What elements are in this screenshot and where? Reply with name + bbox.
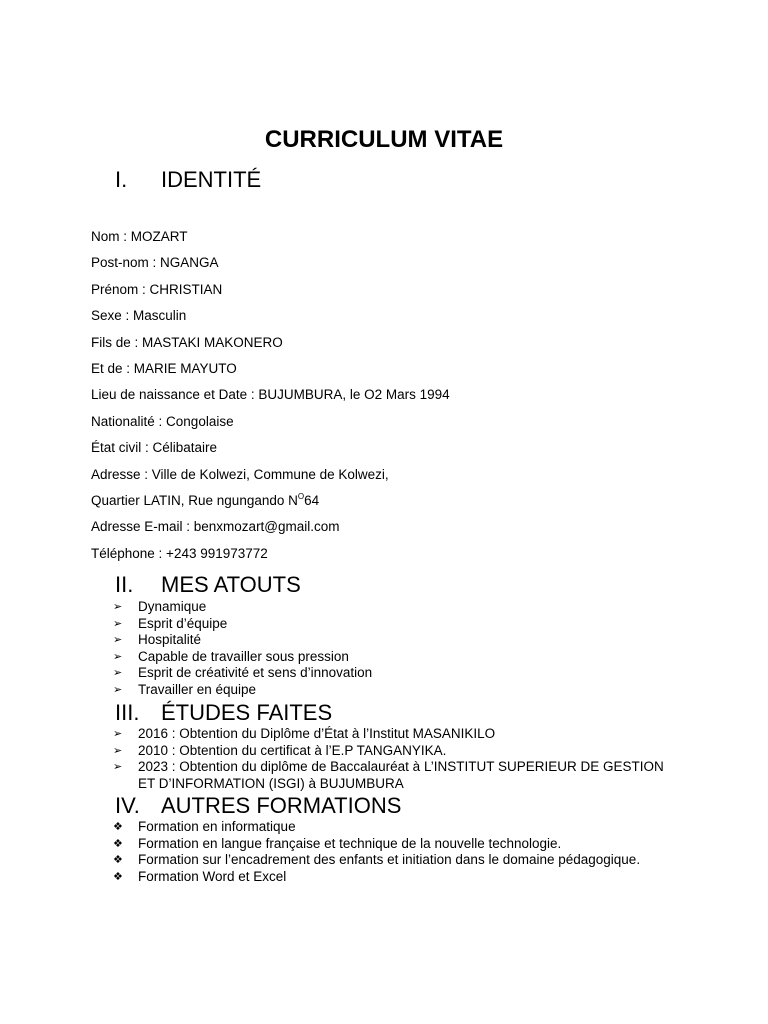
arrow-bullet-icon: ➢ [113,649,123,663]
arrow-bullet-icon: ➢ [113,682,123,696]
identity-line-nationalite: Nationalité : Congolaise [91,413,234,429]
etudes-list [113,726,673,792]
section-number: II. [115,572,134,597]
arrow-bullet-icon: ➢ [113,743,123,757]
arrow-bullet-icon: ➢ [113,616,123,630]
section-number: I. [115,167,128,192]
list-item: ➢ 2016 : Obtention du Diplôme d’État à l’Institut MASANIKILO [113,726,496,741]
list-item: ❖ Formation en informatique [113,819,296,834]
formations-list [113,819,713,885]
list-item: ❖ Formation en langue française et technique de la nouvelle technologie. [113,835,562,851]
address-number: 64 [304,492,320,508]
arrow-bullet-icon: ➢ [113,633,123,646]
identity-line-prenom: Prénom : CHRISTIAN [91,281,223,297]
diamond-bullet-icon: ❖ [113,820,123,833]
atouts-list [113,599,673,698]
address-text: Quartier LATIN, Rue ngungando N [91,492,298,508]
section-title: MES ATOUTS [161,572,301,597]
diamond-bullet-icon: ❖ [113,853,123,866]
identity-line-mere: Et de : MARIE MAYUTO [91,360,237,376]
list-item: ➢ Dynamique [113,599,207,614]
list-item: ➢ Hospitalité [113,632,202,647]
list-item: ➢ Capable de travailler sous pression [113,648,349,664]
arrow-bullet-icon: ➢ [113,600,123,613]
section-heading-formations [115,793,401,819]
list-item: ❖ Formation sur l’encadrement des enfants et initiation dans le domaine pédagogique. [113,852,641,867]
arrow-bullet-icon: ➢ [113,727,123,740]
address-superscript: O [297,491,305,501]
section-title: AUTRES FORMATIONS [161,793,402,818]
arrow-bullet-icon: ➢ [113,760,123,773]
list-item: ➢ Esprit de créativité et sens d’innovation [113,665,373,680]
section-heading-etudes [115,700,332,726]
list-item: ❖ Formation Word et Excel [113,868,287,884]
identity-line-postnom: Post-nom : NGANGA [91,255,219,271]
list-item: ➢ Travailler en équipe [113,681,257,697]
identity-line-sexe: Sexe : Masculin [91,308,187,324]
section-heading-identity [115,167,261,193]
list-item: ➢ 2010 : Obtention du certificat à l’E.P TANGANYIKA. [113,742,447,758]
identity-list [91,228,450,571]
arrow-bullet-icon: ➢ [113,666,123,679]
section-number: IV. [115,793,140,818]
identity-line-nom: Nom : MOZART [91,229,188,244]
identity-line-adresse-2 [91,492,450,518]
section-heading-atouts [115,572,301,598]
identity-line-naissance: Lieu de naissance et Date : BUJUMBURA, le O2 Mars 1994 [91,387,450,403]
list-item: ➢ Esprit d’équipe [113,615,228,631]
diamond-bullet-icon: ❖ [113,869,123,883]
page-title: CURRICULUM VITAE [264,126,504,153]
section-title: ÉTUDES FAITES [161,700,333,725]
diamond-bullet-icon: ❖ [113,836,123,850]
identity-line-telephone: Téléphone : +243 991973772 [91,545,268,561]
identity-line-pere: Fils de : MASTAKI MAKONERO [91,334,283,350]
identity-line-email: Adresse E-mail : benxmozart@gmail.com [91,519,340,535]
identity-line-adresse: Adresse : Ville de Kolwezi, Commune de Kolwezi, [91,466,389,482]
identity-line-etat-civil: État civil : Célibataire [91,440,218,456]
list-item: ➢ 2023 : Obtention du diplôme de Baccalauréat à L’INSTITUT SUPERIEUR DE GESTION ET D’INFORMATION (ISGI) à BUJUMBURA [113,759,664,791]
section-title: IDENTITÉ [161,167,262,192]
section-number: III. [115,700,140,725]
